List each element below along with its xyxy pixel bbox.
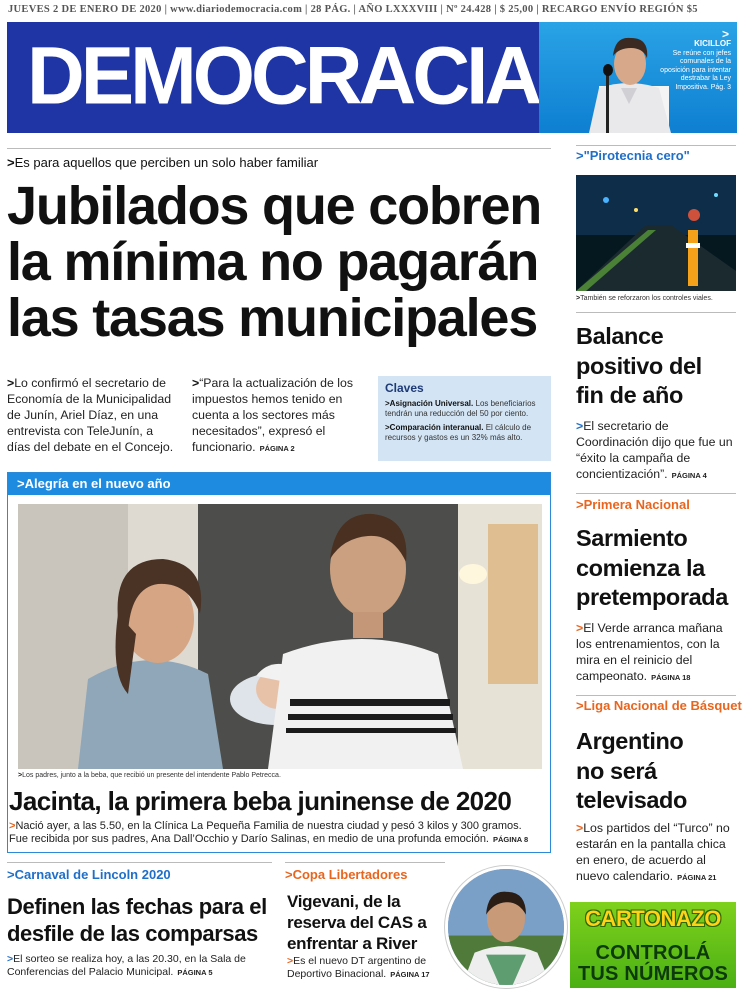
bottom-kicker-libertadores: >Copa Libertadores — [285, 867, 408, 882]
divider — [576, 312, 736, 313]
newspaper-logo[interactable]: DEMOCRACIA — [27, 30, 539, 121]
divider — [576, 695, 736, 696]
claves-title: Claves — [385, 381, 424, 395]
bottom-headline-carnaval[interactable]: Definen las fechas para el desfile de las comparsas — [7, 894, 267, 946]
chevron-right-icon: > — [576, 698, 584, 713]
chevron-right-icon: > — [7, 155, 15, 170]
sidebar-kicker-pirotecnia: >"Pirotecnia cero" — [576, 148, 690, 163]
chevron-right-icon: > — [9, 820, 16, 832]
photo-story-text: >Nació ayer, a las 5.50, en la Clínica La Pequeña Familia de nuestra ciudad y pesó 3 kilos y 300 gramos. Fue recibida por sus padres, Ana Dall’Occhio y Darío Salinas, en medio de una profunda emoción. PÁGINA 8 — [9, 820, 529, 845]
sidebar-headline-argentino[interactable]: Argentino no será televisado — [576, 728, 687, 813]
page-reference[interactable]: PÁGINA 18 — [651, 673, 691, 682]
chevron-right-icon: > — [576, 419, 584, 433]
page-reference[interactable]: PÁGINA 4 — [671, 471, 707, 480]
chevron-right-icon: > — [17, 476, 25, 491]
masthead-photo-panel[interactable] — [539, 22, 737, 133]
promo-line-1: CONTROLÁ — [595, 942, 711, 964]
lead-column-2: >“Para la actualización de los impuestos hemos tenido en cuenta a los sectores más necesitados”, expresó el funcionario. PÁGINA 2 — [192, 376, 353, 454]
chevron-right-icon: > — [576, 821, 584, 835]
caption-name: KICILLOF — [694, 39, 731, 48]
page-reference[interactable]: PÁGINA 2 — [259, 444, 295, 453]
chevron-right-icon: > — [385, 423, 390, 432]
side-photo-caption: >También se reforzaron los controles viales. — [576, 295, 713, 302]
photo-story-kicker: >Alegría en el nuevo año — [8, 473, 550, 495]
divider — [7, 148, 551, 149]
chevron-right-icon: > — [18, 772, 23, 779]
divider — [7, 862, 272, 863]
masthead — [7, 22, 737, 133]
chevron-right-icon: > — [7, 376, 15, 390]
chevron-right-icon: > — [287, 955, 294, 967]
chevron-right-icon: > — [285, 867, 293, 882]
chevron-right-icon: > — [7, 953, 14, 965]
chevron-right-icon: > — [721, 27, 729, 41]
chevron-right-icon: > — [576, 621, 584, 635]
divider — [576, 493, 736, 494]
page-reference[interactable]: PÁGINA 5 — [177, 968, 213, 977]
caption-text: Se reúne con jefes comunales de la oposición para intentar destrabar la Ley Impositiva. — [660, 49, 731, 91]
edition-info-bar: JUEVES 2 DE ENERO DE 2020 | www.diariodemocracia.com | 28 PÁG. | AÑO LXXXVIII | Nº 24.428 | $ 25,00 | RECARGO ENVÍO REGIÓN $5 — [8, 4, 698, 15]
masthead-photo-caption — [653, 40, 731, 92]
sidebar-headline-balance[interactable]: Balance positivo del fin de año — [576, 323, 702, 408]
sidebar-kicker-primera: >Primera Nacional — [576, 497, 690, 512]
promo-line-2: TUS NÚMEROS — [578, 963, 728, 985]
fireworks-road-photo — [576, 175, 736, 291]
bottom-kicker-carnaval: >Carnaval de Lincoln 2020 — [7, 867, 171, 882]
cartonazo-promo[interactable] — [570, 902, 736, 988]
lead-headline[interactable]: Jubilados que cobren la mínima no pagarán las tasas municipales — [7, 176, 542, 348]
page-reference[interactable]: PÁGINA 21 — [677, 873, 717, 882]
lead-column-1: >Lo confirmó el secretario de Economía de la Municipalidad de Junín, Ariel Díaz, en una entrevista con TeleJunín, a días del debate en el Concejo. — [7, 376, 174, 454]
chevron-right-icon: > — [576, 295, 581, 302]
newborn-family-photo — [18, 504, 542, 769]
photo-story-headline[interactable]: Jacinta, la primera beba juninense de 2020 — [9, 786, 512, 816]
claves-box — [378, 376, 551, 461]
sidebar-text-balance: >El secretario de Coordinación dijo que fue un “éxito la campaña de concientización”. PÁGINA 4 — [576, 419, 733, 481]
chevron-right-icon: > — [192, 376, 200, 390]
divider — [285, 862, 445, 863]
page-reference[interactable]: PÁGINA 8 — [493, 835, 529, 844]
chevron-right-icon: > — [7, 867, 15, 882]
photo-caption: >Los padres, junto a la beba, que recibió un presente del intendente Pablo Petrecca. — [18, 772, 281, 779]
bottom-headline-libertadores[interactable]: Vigevani, de la reserva del CAS a enfrentar a River — [287, 892, 427, 953]
sidebar-headline-sarmiento[interactable]: Sarmiento comienza la pretemporada — [576, 525, 728, 610]
claves-item: >Asignación Universal. Los beneficiarios tendrán una reducción del 50 por ciento. — [385, 399, 536, 418]
sidebar-text-sarmiento: >El Verde arranca mañana los entrenamientos, con la mira en el reinicio del campeonato. PÁGINA 18 — [576, 621, 723, 683]
promo-title: CARTONAZO — [585, 906, 721, 931]
divider — [576, 145, 736, 146]
bottom-text-libertadores: >Es el nuevo DT argentino de Deportivo Binacional. PÁGINA 17 — [287, 955, 430, 980]
sidebar-kicker-basquet: >Liga Nacional de Básquet — [576, 698, 742, 713]
lead-kicker: >Es para aquellos que perciben un solo haber familiar — [7, 155, 319, 170]
chevron-right-icon: > — [385, 399, 390, 408]
bottom-text-carnaval: >El sorteo se realiza hoy, a las 20.30, en la Sala de Conferencias del Palacio Municipal. PÁGINA 5 — [7, 953, 246, 978]
chevron-right-icon: > — [576, 148, 584, 163]
claves-item: >Comparación interanual. El cálculo de recursos y gastos es un 32% más alto. — [385, 423, 532, 442]
sidebar-text-argentino: >Los partidos del “Turco” no estarán en la pantalla chica en enero, de acuerdo al nuevo calendario. PÁGINA 21 — [576, 821, 730, 883]
chevron-right-icon: > — [576, 497, 584, 512]
caption-page: Pág. 3 — [710, 83, 731, 91]
coach-portrait-photo — [445, 866, 567, 988]
page-reference[interactable]: PÁGINA 17 — [390, 970, 430, 979]
